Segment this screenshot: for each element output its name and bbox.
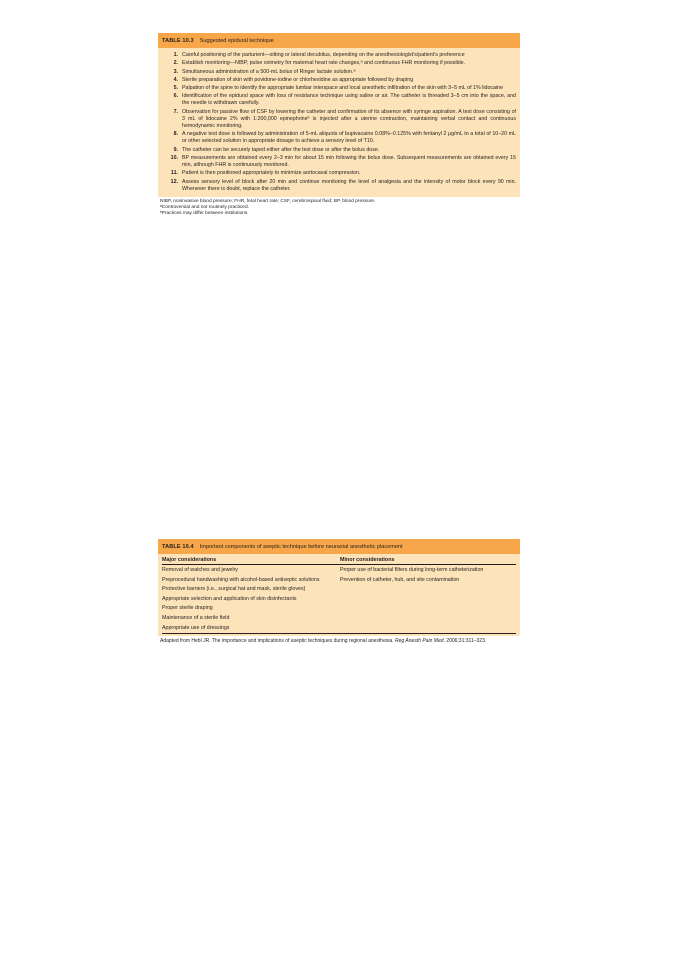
step-number: 10. <box>170 154 178 161</box>
step-number: 12. <box>170 178 178 185</box>
step-text: Palpation of the spine to identify the appropriate lumbar interspace and local anesthetic infiltration of the skin with 3–5 mL of 1% lidocaine <box>182 85 504 91</box>
step-item <box>164 147 516 154</box>
step-text: Careful positioning of the parturient—sitting or lateral decubitus, depending on the anesthesiologist's/patient's preference <box>182 52 465 58</box>
column-header-major: Major considerations <box>162 557 217 563</box>
table-header <box>158 33 520 48</box>
step-item <box>164 52 516 59</box>
step-text: Sterile preparation of skin with povidone-iodine or chlorhexidine as appropriate followed by draping <box>182 76 414 83</box>
footnote-a: ᵃControversial and not routinely practiced. <box>160 204 249 210</box>
step-item <box>164 179 516 193</box>
table-row <box>162 596 516 603</box>
step-number: 9. <box>173 146 178 153</box>
step-text: Patient is then positioned appropriately to minimize aortocaval compression. <box>182 170 361 177</box>
step-text: Assess sensory level of block after 20 min and continue monitoring the level of analgesia and the intensity of motor block every 90 min. Whenever there is doubt, replace the catheter. <box>182 178 516 192</box>
table-number: TABLE 10.4 <box>162 543 194 550</box>
source-note <box>158 638 520 645</box>
step-item <box>164 60 516 67</box>
abbreviations-note: NIBP, noninvasive blood pressure; FHR, fetal heart rate; CSF, cerebrospinal fluid; BP, blood pressure. <box>160 198 376 204</box>
step-item <box>164 77 516 84</box>
step-number: 4. <box>173 76 178 83</box>
table-number: TABLE 10.3 <box>162 37 194 44</box>
table-row <box>162 605 516 612</box>
source-text: Adapted from Hebl JR. The importance and implications of aseptic techniques during regional anesthesia. <box>160 637 396 644</box>
step-item <box>164 85 516 92</box>
major-cell: Protective barriers (i.e., surgical hat and mask, sterile gloves) <box>162 586 306 593</box>
step-number: 6. <box>173 93 178 100</box>
step-text: Establish monitoring—NIBP, pulse oximetry for maternal heart rate changes,ᵃ and continuous FHR monitoring if possible. <box>182 60 466 67</box>
source-citation: . 2006;31:311–323. <box>443 637 487 644</box>
table-10-3 <box>158 33 520 217</box>
step-item <box>164 155 516 169</box>
step-number: 8. <box>173 131 178 138</box>
step-number: 11. <box>170 170 178 177</box>
table-row <box>162 577 516 584</box>
step-number: 1. <box>173 52 178 58</box>
step-item <box>164 93 516 107</box>
major-cell: Proper sterile draping <box>162 605 213 612</box>
step-item <box>164 131 516 145</box>
table-title: Suggested epidural technique <box>199 37 274 44</box>
table-title: Important components of aseptic technique before neuraxial anesthetic placement <box>199 543 403 550</box>
footnote-b: ᵇPractices may differ between institutions. <box>160 210 249 216</box>
step-number: 3. <box>173 68 178 75</box>
step-item <box>164 170 516 177</box>
step-text: The catheter can be securely taped either after the test dose or after the bolus dose. <box>182 146 380 153</box>
step-text: Observation for passive flow of CSF by lowering the catheter and confirmation of its absence with syringe aspiration. A test dose consisting of 3 mL of lidocaine 2% with 1:200,000 epinephrineᵇ is injected after a uterine contraction, maintaining verbal contact and continuous hemodynamic monitoring. <box>182 108 516 129</box>
major-cell: Maintenance of a sterile field <box>162 614 230 621</box>
table-row <box>162 625 516 634</box>
step-number: 7. <box>173 108 178 115</box>
step-number: 2. <box>173 60 178 67</box>
step-item <box>164 69 516 76</box>
step-text: BP measurements are obtained every 2–3 min for about 15 min following the bolus dose. Subsequent measurements are obtained every 15 min, although FHR is continuously monitored. <box>182 154 516 169</box>
major-cell: Removal of watches and jewelry <box>162 567 238 573</box>
minor-cell: Proper use of bacterial filters during long-term catheterization <box>340 567 484 573</box>
column-headers <box>162 557 516 565</box>
step-number: 5. <box>173 85 178 91</box>
major-cell: Appropriate use of dressings <box>162 624 230 631</box>
table-10-4 <box>158 539 520 644</box>
source-journal: Reg Anesth Pain Med <box>395 637 444 644</box>
step-text: A negative test dose is followed by administration of 5-mL aliquots of bupivacaine 0.08%–0.125% with fentanyl 2 μg/mL to a total of 10–20 mL or other selected solution in appropriate dosage to achieve a sensory level of T10. <box>182 131 516 145</box>
table-body <box>158 554 520 636</box>
step-text: Identification of the epidural space with loss of resistance technique using saline or air. The catheter is threaded 3–5 cm into the space, and the needle is withdrawn carefully. <box>182 93 516 107</box>
step-item <box>164 109 516 130</box>
step-list <box>164 52 516 193</box>
minor-cell: Prevention of catheter, hub, and site contamination <box>340 576 460 583</box>
table-body <box>158 48 520 197</box>
table-row <box>162 615 516 622</box>
table-row <box>162 567 516 574</box>
table-header <box>158 539 520 554</box>
major-cell: Appropriate selection and application of skin disinfectants <box>162 595 297 602</box>
major-cell: Preprocedural handwashing with alcohol-based antiseptic solutions <box>162 576 320 583</box>
table-row <box>162 586 516 593</box>
table-notes <box>158 199 520 217</box>
step-text: Simultaneous administration of a 500-mL bolus of Ringer lactate solution.ᵃ <box>182 68 356 75</box>
column-header-minor: Minor considerations <box>340 557 395 563</box>
